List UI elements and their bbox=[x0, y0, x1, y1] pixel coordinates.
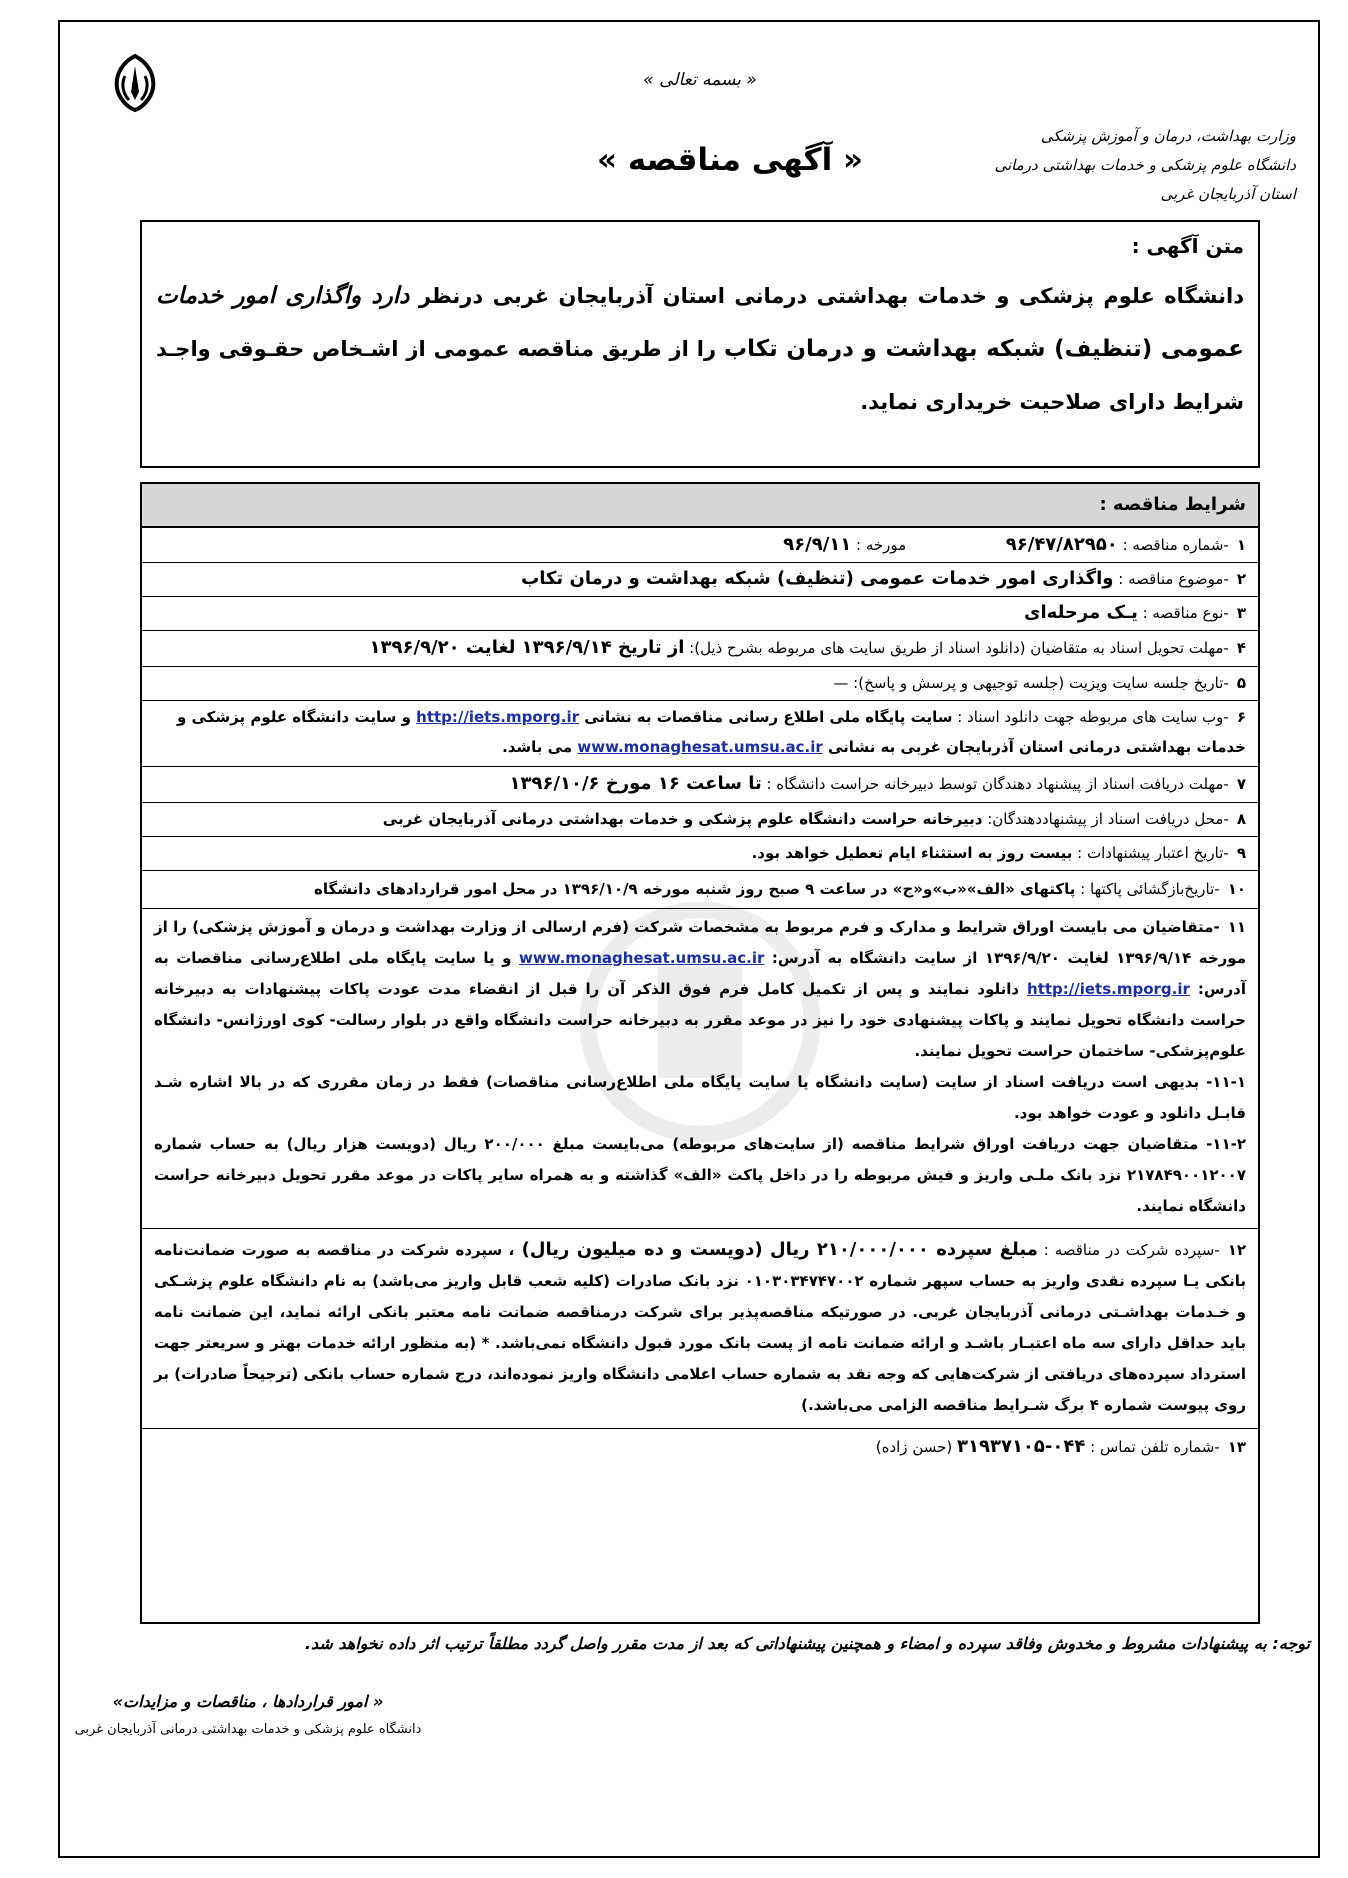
announcement-label: متن آگهی : bbox=[1131, 234, 1244, 258]
iets-link[interactable]: http://iets.mporg.ir bbox=[416, 708, 580, 726]
announcement-text bbox=[156, 270, 1244, 429]
row-number: ۲ bbox=[1236, 570, 1246, 588]
department-name: « امور قراردادها ، مناقصات و مزایدات» bbox=[112, 1692, 384, 1711]
department-subtitle: دانشگاه علوم پزشکی و خدمات بهداشتی درمانی آذربایجان غربی bbox=[74, 1722, 422, 1737]
conditions-table bbox=[140, 482, 1260, 1624]
tender-type: یـک مرحله‌ای bbox=[1023, 602, 1138, 623]
row-label: -نوع مناقصه : bbox=[1137, 604, 1229, 622]
monaghesat-link[interactable]: www.monaghesat.umsu.ac.ir bbox=[518, 949, 765, 967]
tender-date: ۹۶/۹/۱۱ bbox=[783, 534, 852, 555]
announcement-text-1: دانشگاه علوم پزشکی و خدمات بهداشتی درمانی استان آذربایجان غربی درنظر bbox=[409, 284, 1245, 308]
document-deadline: از تاریخ ۱۳۹۶/۹/۱۴ لغایت ۱۳۹۶/۹/۲۰ bbox=[369, 637, 685, 658]
row-text: و یا سایت پایگاه ملی اطلاع‌رسانی مناقصات به آدرس: bbox=[154, 949, 1246, 998]
announcement-text-bold-1: دارد واگذاری امور خدمات bbox=[156, 283, 410, 309]
condition-row-7 bbox=[142, 766, 1258, 803]
condition-row-6 bbox=[142, 700, 1258, 767]
announcement-text-2: عمومی (تنظیف) شبکه بهداشت و درمان تکاب bbox=[724, 336, 1244, 362]
phone-number: ۰۴۴-۳۱۹۳۷۱۰۵ bbox=[957, 1436, 1086, 1457]
row-number: ۶ bbox=[1236, 708, 1246, 726]
tender-number: ۹۶/۴۷/۸۲۹۵۰ bbox=[1005, 534, 1118, 555]
row-number: ۷ bbox=[1236, 775, 1246, 793]
page bbox=[58, 20, 1320, 1858]
row-label: -تاریخ‌بازگشائی پاکتها : bbox=[1075, 880, 1220, 898]
row-number: ۱۱ bbox=[1227, 918, 1246, 936]
sub-item-11-1: ۱۱-۱- بدیهی است دریافت اسناد از سایت (سایت دانشگاه یا سایت پایگاه ملی اطلاع‌رسانی مناقصات) فقط در زمان مقرری که در بالا اشاره شـد قابـل دانلود و عودت خواهد بود. bbox=[154, 1073, 1246, 1122]
condition-row-8 bbox=[142, 802, 1258, 837]
announcement-text-3: را از طریق مناقصه عمومی از اشـخاص حقـوقی واجـد شرایط دارای صلاحیت خریداری نماید. bbox=[156, 337, 1244, 414]
condition-row-9 bbox=[142, 836, 1258, 871]
condition-row-5 bbox=[142, 666, 1258, 701]
ministry-line: وزارت بهداشت، درمان و آموزش پزشکی bbox=[1040, 127, 1296, 145]
condition-row-11 bbox=[142, 908, 1258, 1229]
condition-row-10 bbox=[142, 870, 1258, 909]
row-text: سایت پایگاه ملی اطلاع رسانی مناقصات به نشانی bbox=[579, 708, 953, 726]
condition-row-13 bbox=[142, 1428, 1258, 1466]
conditions-header bbox=[142, 484, 1258, 528]
row-label: -شماره تلفن تماس : bbox=[1085, 1438, 1220, 1456]
receipt-location: دبیرخانه حراست دانشگاه علوم پزشکی و خدمات بهداشتی درمانی آذربایجان غربی bbox=[382, 810, 983, 828]
ministry-line: دانشگاه علوم پزشکی و خدمات بهداشتی درمانی bbox=[994, 156, 1296, 174]
ministry-block bbox=[776, 122, 1296, 209]
row-label: -وب سایت های مربوطه جهت دانلود اسناد : bbox=[952, 708, 1229, 726]
row-number: ۸ bbox=[1236, 810, 1246, 828]
contact-name: (حسن زاده) bbox=[875, 1438, 958, 1456]
validity: بیست روز به استثناء ایام تعطیل خواهد بود. bbox=[751, 844, 1073, 862]
footer-note: توجه: به پیشنهادات مشروط و مخدوش وفاقد سپرده و امضاء و همچنین پیشنهاداتی که بعد از مدت مقرر واصل گردد مطلقاً ترتیب اثر داده نخواهد شد. bbox=[304, 1634, 1310, 1653]
row-label: -تاریخ اعتبار پیشنهادات : bbox=[1072, 844, 1229, 862]
page-title: « آگهی مناقصه » bbox=[596, 142, 864, 178]
row-text: -متقاضیان می بایست اوراق شرایط و مدارک و فرم مربوط به مشخصات شرکت (فرم ارسالی از وزارت بهداشت و درمان و آموزش پزشکی) را از مورخه ۱۳۹۶/۹/۱۴ لغایت ۱۳۹۶/۹/۲۰ از سایت دانشگاه به آدرس: bbox=[154, 918, 1246, 967]
monaghesat-link[interactable]: www.monaghesat.umsu.ac.ir bbox=[577, 738, 823, 756]
row-label: -شماره مناقصه : bbox=[1117, 536, 1229, 554]
row-label: -مهلت دریافت اسناد از پیشنهاد دهندگان توسط دبیرخانه حراست دانشگاه : bbox=[761, 775, 1229, 793]
sub-item-11-2: ۱۱-۲- متقاضیان جهت دریافت اوراق شرایط مناقصه (از سایت‌های مربوطه) می‌بایست مبلغ ۲۰۰/۰۰۰ ریال (دویست هزار ریال) به حساب شماره ۲۱۷۸۴۹۰۰۱۲۰۰۷ نزد بانک ملـی واریز و فیش مربوطه را در داخل پاکت «الف» گذاشته و به همراه سایر پاکات در موعد مقرر تحویل دبیرخانه حراست دانشگاه نمایند. bbox=[154, 1135, 1246, 1215]
date-label: مورخه : bbox=[851, 536, 907, 554]
row-text: ، سپرده شرکت در مناقصه به صورت ضمانت‌نامه بانکی یـا سپرده نقدی واریز به حساب سپهر شماره ۰۱۰۳۰۳۴۷۴۷۰۰۲ نزد بانک صادرات (کلیه شعب قابل واریز می‌باشد) به نام دانشگاه علوم پزشـکی و خـدمات بهداشـتی درمانی آذربایجان غربی. در صورتیکه مناقصه‌پذیر برای شرکت درمناقصه ضمانت نامه معتبر بانکی ارائه نماید، این ضمانت نامه باید حداقل دارای سه ماه اعتبـار باشـد و ارائه ضمانت نامه از پست بانک مورد قبول دانشگاه نمی‌باشد. * (به منظور ارائه خدمات بهتر و سریعتر جهت استرداد سپرده‌های دریافتی از شرکت‌هایی که وجه نقد به شماره حساب اعلامی دانشگاه واریز نموده‌اند، درج شماره حساب بانکی (ترجیحاً صادرات) بر روی پیوست شماره ۴ برگ شـرایط مناقصه الزامی می‌باشد.) bbox=[154, 1241, 1246, 1414]
condition-row-12 bbox=[142, 1228, 1258, 1429]
row-number: ۴ bbox=[1236, 639, 1246, 657]
condition-row-2 bbox=[142, 562, 1258, 597]
row-number: ۱۳ bbox=[1227, 1438, 1246, 1456]
row-label: -محل دریافت اسناد از پیشنهاددهندگان: bbox=[982, 810, 1229, 828]
ministry-line: استان آذربایجان غربی bbox=[1160, 185, 1296, 203]
row-number: ۱۰ bbox=[1227, 880, 1246, 898]
row-text: دانلود نمایند و پس از تکمیل کامل فرم فوق الذکر آن را قبل از انقضاء مدت عودت پاکات پیشنهادات به دبیرخانه حراست دانشگاه تحویل نمایند و پاکات پیشنهادی خود را نیز در موعد مقرر به دبیرخانه حراست دانشگاه واقع در بلوار رسالت- کوی اورژانس- دانشگاه علوم‌پزشکی- ساختمان حراست تحویل نمایند. bbox=[154, 980, 1246, 1060]
receipt-deadline: تا ساعت ۱۶ مورخ ۱۳۹۶/۱۰/۶ bbox=[509, 773, 762, 794]
iets-link[interactable]: http://iets.mporg.ir bbox=[1027, 980, 1190, 998]
row-label: -سپرده شرکت در مناقصه : bbox=[1037, 1241, 1220, 1259]
row-label: -مهلت تحویل اسناد به متقاضیان (دانلود اسناد از طریق سایت های مربوطه بشرح ذیل): bbox=[684, 639, 1229, 657]
ministry-emblem-icon bbox=[105, 52, 165, 114]
row-label: -موضوع مناقصه : bbox=[1113, 570, 1229, 588]
condition-row-1 bbox=[142, 528, 1258, 563]
row-number: ۳ bbox=[1236, 604, 1246, 622]
opening-date: پاکتهای «الف»«ب»و«ج» در ساعت ۹ صبح روز شنبه مورخه ۱۳۹۶/۱۰/۹ در محل امور قراردادهای دانشگاه bbox=[314, 880, 1076, 898]
row-text: و سایت دانشگاه علوم پزشکی و خدمات بهداشتی درمانی استان آذربایجان غربی به نشانی bbox=[176, 708, 1246, 756]
tender-subject: واگذاری امور خدمات عمومی (تنظیف) شبکه بهداشت و درمان تکاب bbox=[521, 568, 1114, 589]
condition-row-4 bbox=[142, 630, 1258, 667]
announcement-box bbox=[140, 220, 1260, 468]
conditions-title: شرایط مناقصه : bbox=[1099, 494, 1246, 515]
deposit-amount: مبلغ سپرده ۲۱۰/۰۰۰/۰۰۰ ریال (دویست و ده میلیون ریال) bbox=[514, 1239, 1038, 1260]
row-number: ۱ bbox=[1236, 536, 1246, 554]
row-text: می باشد. bbox=[502, 738, 578, 756]
condition-row-3 bbox=[142, 596, 1258, 631]
row-number: ۵ bbox=[1236, 674, 1246, 692]
bismillah: « بسمه تعالی » bbox=[643, 70, 757, 90]
row-number: ۹ bbox=[1236, 844, 1246, 862]
row-label: -تاریخ جلسه سایت ویزیت (جلسه توجیهی و پرسش و پاسخ): — bbox=[833, 674, 1229, 692]
row-number: ۱۲ bbox=[1227, 1241, 1246, 1259]
